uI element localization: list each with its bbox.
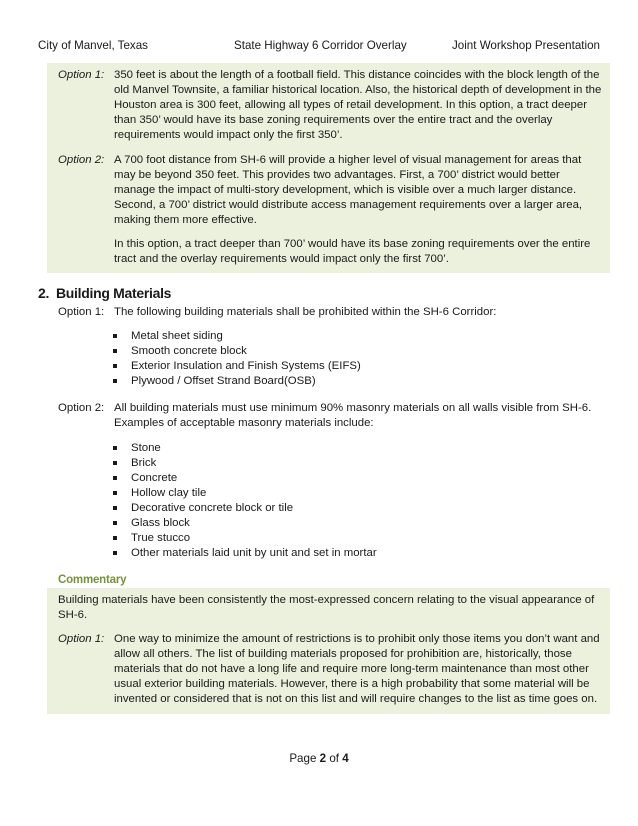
option-label: Option 2: (58, 402, 105, 414)
option-text: All building materials must use minimum 90% masonry materials on all walls visible from SH-6. Examples of acceptable masonry materials include: (114, 402, 592, 429)
section-title: Building Materials (56, 285, 172, 301)
list-item: Brick (113, 456, 377, 471)
header-presentation: Joint Workshop Presentation (451, 39, 600, 52)
option-text: The following building materials shall be prohibited within the SH-6 Corridor: (114, 306, 497, 318)
list-item: True stucco (113, 531, 377, 546)
list-item: Other materials laid unit by unit and set in mortar (113, 546, 377, 561)
option-text: One way to minimize the amount of restrictions is to prohibit only those items you don’t want and allow all others. The list of building materials proposed for prohibition are, historically, those materials that do not have a long life and require more long-term maintenance than most other usual exterior building materials. However, there is a high probability that some material will be invented or considered that is not on this list and will require changes to the list as time goes on. (114, 633, 600, 705)
acceptable-materials-list (113, 441, 377, 561)
list-item: Metal sheet siding (113, 329, 361, 344)
option-label: Option 2: (58, 154, 105, 166)
option-text: 350 feet is about the length of a football field. This distance coincides with the block length of the old Manvel Townsite, a familiar historical location. Also, the historical depth of development in the Houston area is 300 feet, allowing all types of retail development. In this option, a tract deeper than 350’ would have its base zoning requirements over the entire tract and the overlay requirements would impact only the first 350’. (114, 69, 602, 141)
commentary-label: Commentary (58, 574, 127, 586)
section-number: 2. (38, 285, 50, 301)
option-text: A 700 foot distance from SH-6 will provide a higher level of visual management for areas that may be beyond 350 feet. This provides two advantages. First, a 700’ district would better manage the impact of multi-story development, which is visible over a much larger distance. Second, a 700’ district would distribute access management requirements over a larger area, making them more effective. (114, 154, 583, 226)
page-footer (0, 751, 638, 766)
list-item: Exterior Insulation and Finish Systems (EIFS) (113, 359, 361, 374)
page-total: 4 (342, 752, 349, 765)
list-item: Stone (113, 441, 377, 456)
option-text: In this option, a tract deeper than 700’ would have its base zoning requirements over the entire tract and the overlay requirements would impact only the first 700’. (114, 238, 591, 265)
page-label: Page (289, 752, 317, 765)
page-header (38, 38, 600, 54)
option-label: Option 1: (58, 69, 105, 81)
option-label: Option 1: (58, 633, 105, 645)
section-heading (38, 286, 171, 301)
list-item: Plywood / Offset Strand Board(OSB) (113, 374, 361, 389)
page-of: of (329, 752, 339, 765)
list-item: Glass block (113, 516, 377, 531)
list-item: Smooth concrete block (113, 344, 361, 359)
header-city: City of Manvel, Texas (38, 39, 148, 52)
list-item: Hollow clay tile (113, 486, 377, 501)
option-label: Option 1: (58, 306, 105, 318)
header-title: State Highway 6 Corridor Overlay (234, 39, 407, 52)
list-item: Concrete (113, 471, 377, 486)
list-item: Decorative concrete block or tile (113, 501, 377, 516)
commentary-intro: Building materials have been consistently the most-expressed concern relating to the visual appearance of SH-6. (58, 594, 595, 621)
page-number: 2 (319, 752, 327, 765)
prohibited-materials-list (113, 329, 361, 389)
